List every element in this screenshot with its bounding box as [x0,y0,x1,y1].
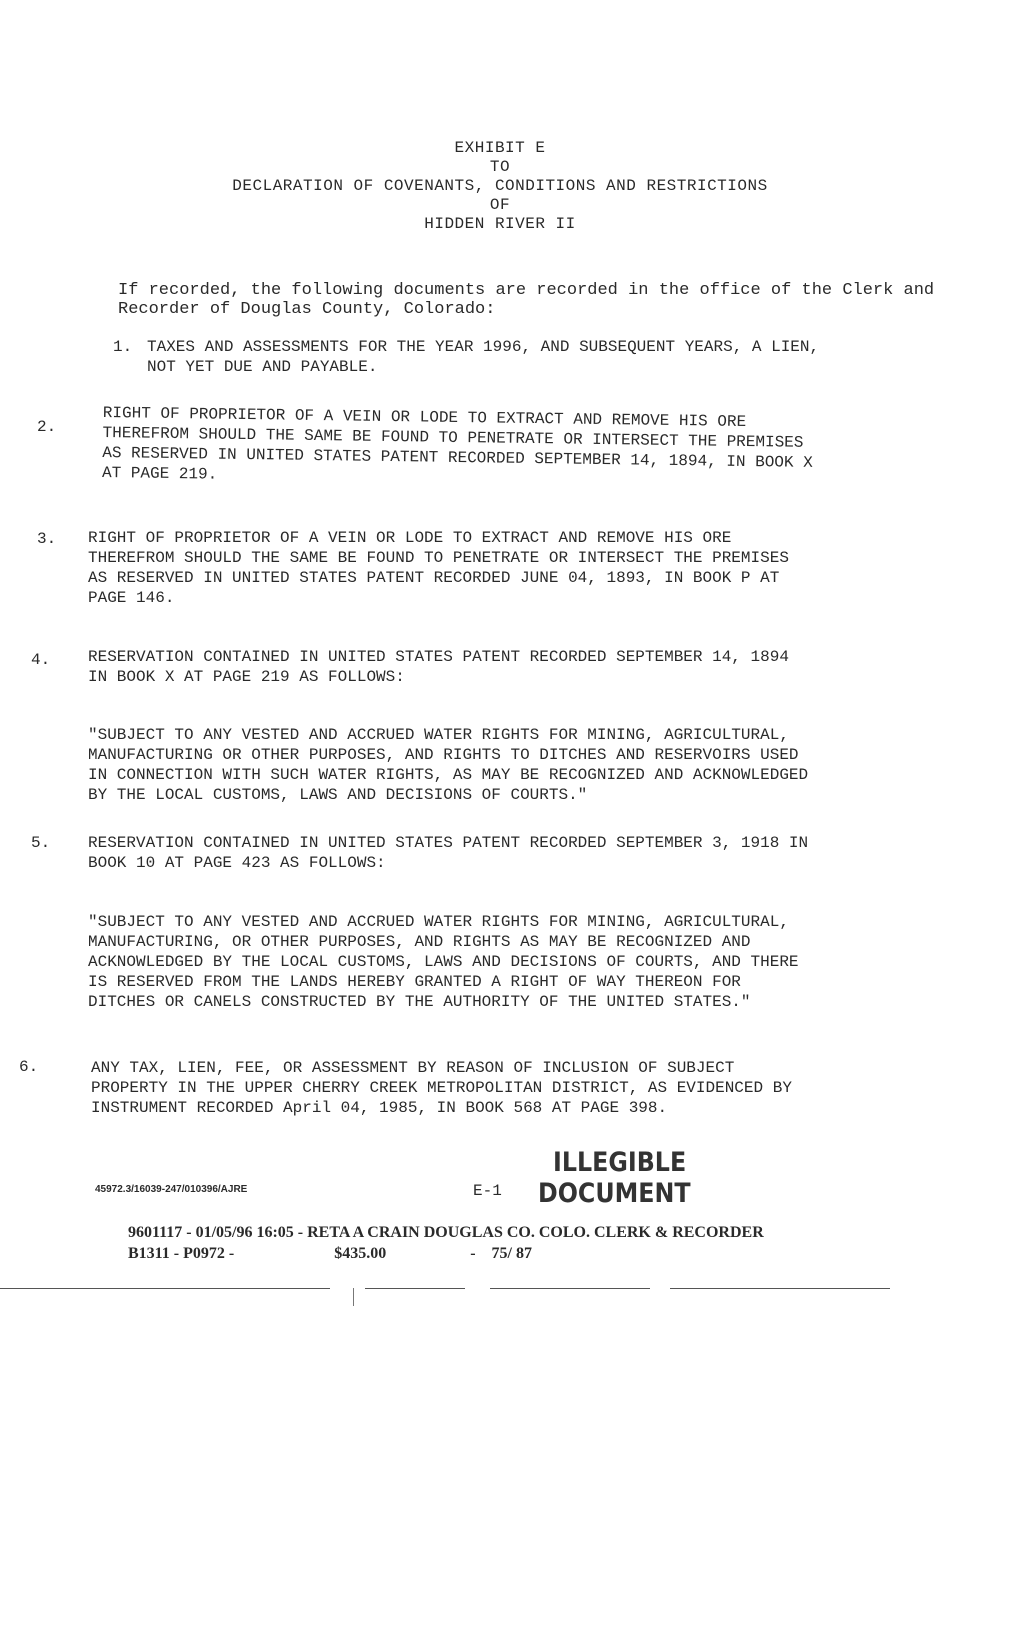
item-2-text: RIGHT OF PROPRIETOR OF A VEIN OR LODE TO EXTRACT AND REMOVE HIS ORE THEREFROM SHOULD THE SAME BE FOUND TO PENETRATE OR INTERSECT THE PREMISES AS RESERVED IN UNITED STATES PATENT RECORDED SEPTEMBER 14, 1894, IN BOOK X AT PAGE 219. [101,403,813,484]
intro-paragraph: If recorded, the following documents are recorded in the office of the Clerk and Recorder of Douglas County, Colorado: [118,281,935,319]
rule-tick [353,1288,354,1306]
exhibit-to: TO [489,158,511,176]
rule-segment-2 [365,1288,465,1289]
recording-line-2: B1311 - P0972 - $435.00 - 75/ 87 [128,1245,532,1262]
item-1-number: 1. [113,338,133,356]
rule-segment-4 [670,1288,890,1289]
exhibit-of: OF [489,196,511,214]
item-5-number: 5. [31,834,51,852]
item-5-quote: "SUBJECT TO ANY VESTED AND ACCRUED WATER RIGHTS FOR MINING, AGRICULTURAL, MANUFACTURING, OR OTHER PURPOSES, AND RIGHTS AS MAY BE RECOGNIZED AND ACKNOWLEDGED BY THE LOCAL CUSTOMS, LAWS AND DECISIONS OF COURTS, AND THERE IS RESERVED FROM THE LANDS HEREBY GRANTED A RIGHT OF WAY THEREON FOR DITCHES OR CANELS CONSTRUCTED BY THE AUTHORITY OF THE UNITED STATES." [88,913,799,1011]
rule-segment-3 [490,1288,650,1289]
item-4-number: 4. [31,651,51,669]
item-4-quote: "SUBJECT TO ANY VESTED AND ACCRUED WATER RIGHTS FOR MINING, AGRICULTURAL, MANUFACTURING OR OTHER PURPOSES, AND RIGHTS TO DITCHES AND RESERVOIRS USED IN CONNECTION WITH SUCH WATER RIGHTS, AS MAY BE RECOGNIZED AND ACKNOWLEDGED BY THE LOCAL CUSTOMS, LAWS AND DECISIONS OF COURTS." [88,726,809,804]
item-1-text: TAXES AND ASSESSMENTS FOR THE YEAR 1996, AND SUBSEQUENT YEARS, A LIEN, NOT YET DUE AND PAYABLE. [147,338,820,376]
exhibit-title: EXHIBIT E [454,139,546,157]
illegible-document-stamp [538,1147,691,1209]
recording-line-1: 9601117 - 01/05/96 16:05 - RETA A CRAIN DOUGLAS CO. COLO. CLERK & RECORDER [128,1224,764,1241]
declaration-title: DECLARATION OF COVENANTS, CONDITIONS AND RESTRICTIONS [232,177,768,195]
item-6-text: ANY TAX, LIEN, FEE, OR ASSESSMENT BY REASON OF INCLUSION OF SUBJECT PROPERTY IN THE UPPER CHERRY CREEK METROPOLITAN DISTRICT, AS EVIDENCED BY INSTRUMENT RECORDED April 04, 1985, IN BOOK 568 AT PAGE 398. [91,1059,792,1117]
document-code: 45972.3/16039-247/010396/AJRE [95,1184,248,1195]
subdivision-name: HIDDEN RIVER II [424,215,576,233]
item-2-number: 2. [37,418,57,436]
item-3-text: RIGHT OF PROPRIETOR OF A VEIN OR LODE TO EXTRACT AND REMOVE HIS ORE THEREFROM SHOULD THE SAME BE FOUND TO PENETRATE OR INTERSECT THE PREMISES AS RESERVED IN UNITED STATES PATENT RECORDED JUNE 04, 1893, IN BOOK P AT PAGE 146. [88,529,789,607]
item-5-text: RESERVATION CONTAINED IN UNITED STATES PATENT RECORDED SEPTEMBER 3, 1918 IN BOOK 10 AT PAGE 423 AS FOLLOWS: [88,834,809,872]
stamp-line-2: DOCUMENT [538,1178,691,1209]
page-label: E-1 [473,1182,502,1200]
rule-segment-1 [0,1288,330,1289]
item-4-text: RESERVATION CONTAINED IN UNITED STATES PATENT RECORDED SEPTEMBER 14, 1894 IN BOOK X AT PAGE 219 AS FOLLOWS: [88,648,789,686]
item-6-number: 6. [19,1058,39,1076]
stamp-line-1: ILLEGIBLE [553,1147,687,1178]
item-3-number: 3. [37,530,57,548]
